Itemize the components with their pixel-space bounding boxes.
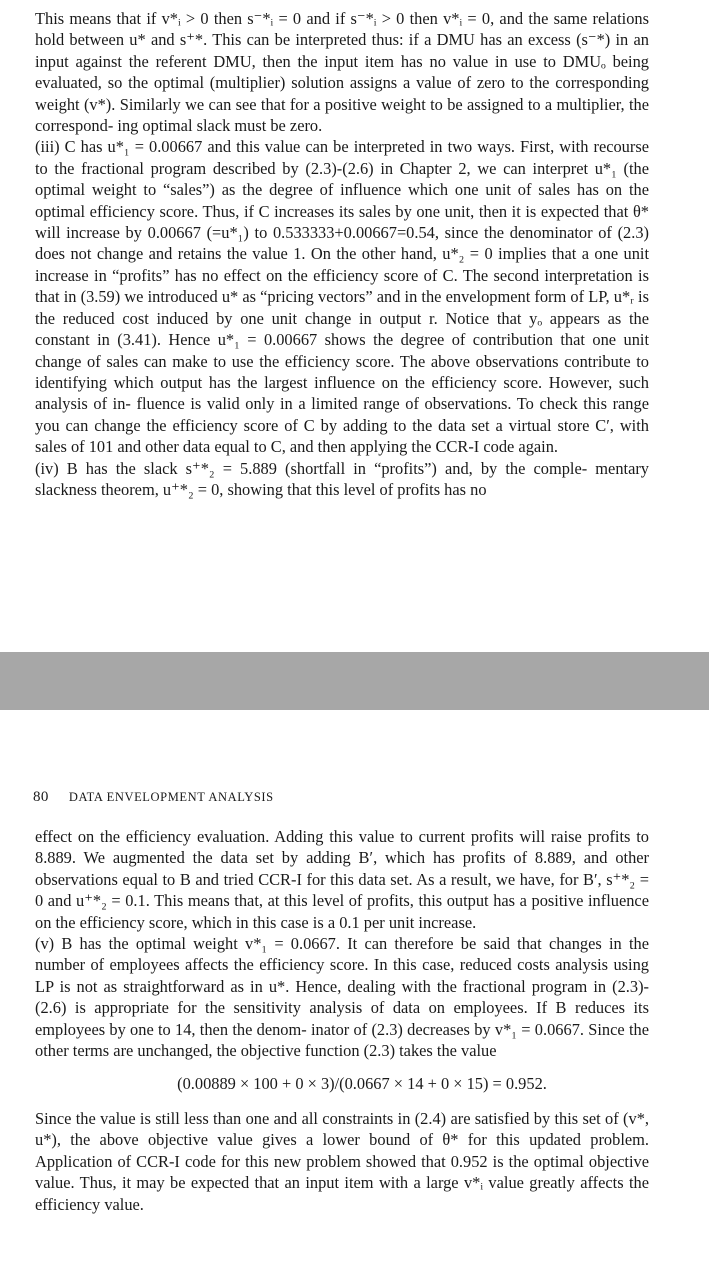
text-line: input item with a large v*ᵢ value greatly affects the efficiency value. [35,1173,649,1214]
paragraph-iv [35,458,649,501]
running-title: DATA ENVELOPMENT ANALYSIS [68,790,274,804]
text-line: fluence is valid only in a limited range of observations. To check this range you [35,394,649,435]
text-line: inator of (2.3) decreases by v*₁ = 0.0667. Since the other terms are unchanged, [35,1019,649,1061]
paragraph-iv-continuation [35,826,649,933]
text-line: with recourse to the fractional program described by (2.3)-(2.6) in Chapter 2, [35,137,649,178]
text-line: (v) B has the optimal weight v*₁ = 0.0667. It can therefore be said that changes [35,934,602,954]
paragraph-conclusion [35,1108,649,1215]
text-line: to 0.533333+0.00667=0.54, since the denominator of (2.3) does not change and [35,223,649,264]
paragraph-iii [35,136,649,457]
text-line: C′, with sales of 101 and other data equal to C, and then applying the CCR-I [35,415,649,457]
text-line: this case is a 0.1 per unit increase. [252,912,477,932]
text-line: can see that for a positive weight to be assigned to a multiplier, the correspond- [35,94,650,136]
text-line: item has no value in use to DMUₒ being evaluated, so the optimal (multiplier) [35,51,649,93]
text-line: we can interpret u*₁ (the optimal weight to “sales”) as the degree of influence [35,158,650,200]
text-line: DMU has an excess (s⁻*) in an input against the referent DMU, then the input [35,30,649,71]
text-line: in “profits” has no effect on the efficiency score of C. The second interpretation [94,265,633,285]
text-line: of data on employees. If B reduces its employees by one to 14, then the denom- [35,998,649,1039]
text-line: same relations hold between u* and s⁺*. This can be interpreted thus: if a [35,9,649,50]
text-line: which one unit of sales has on the optimal efficiency score. Thus, if C increases [35,180,649,221]
paragraph-v [35,933,649,1061]
text-line: ing optimal slack must be zero. [117,116,323,136]
text-line: is that in (3.59) we introduced u* as “pricing vectors” and in the envelopment [35,265,649,307]
page-number: 80 [33,789,49,805]
text-line: the objective function (2.3) takes the value [216,1041,497,1061]
text-line: (iii) C has u*₁ = 0.00667 and this value can be interpreted in two ways. First, [35,137,555,157]
bottom-page-text [35,826,649,1215]
running-head [33,789,274,806]
text-line: profits to 8.889. We augmented the data set by adding B′, which has profits of [35,827,649,868]
paragraph-ii-continuation [35,8,649,136]
text-line: in the number of employees affects the efficiency score. In this case, reduced [35,934,649,975]
text-line: Notice that yₒ appears as the constant in (3.41). Hence u*₁ = 0.00667 shows [35,308,649,350]
text-line: retains the value 1. On the other hand, u*₂ = 0 implies that a one unit increase [35,244,650,285]
text-line: a result, we have, for B′, s⁺*₂ = 0 and u⁺*₂ = 0.1. This means that, at this level [35,869,649,911]
text-line: mentary slackness theorem, u⁺*₂ = 0, showing that this level of profits has no [35,458,649,499]
text-line: solution assigns a value of zero to the corresponding weight (v*). Similarly we [35,73,650,114]
top-page-text [35,8,649,500]
display-equation: (0.00889 × 100 + 0 × 3)/(0.0667 × 14 + 0 × 15) = 0.952. [177,1074,547,1094]
text-line: the fractional program in (2.3)-(2.6) is appropriate for the sensitivity analysis [35,976,649,1018]
text-line: the degree of contribution that one unit change of sales can make to use the [35,330,649,371]
text-line: by this set of (v*, u*), the above objective value gives a lower bound of θ* for [35,1108,649,1150]
text-line: 8.889, and other observations equal to B and tried CCR-I for this data set. As [35,848,649,889]
text-line: This means that if v*ᵢ > 0 then s⁻*ᵢ = 0 and if s⁻*ᵢ > 0 then v*ᵢ = 0, and the [35,9,549,28]
text-line: code again. [483,437,559,457]
text-line: that 0.952 is the optimal objective value. Thus, it may be expected that an [35,1151,649,1193]
text-line: Since the value is still less than one and all constraints in (2.4) are satisfied [35,1108,530,1128]
text-line: of profits, this output has a positive influence on the efficiency score, which in [35,891,649,932]
text-line: costs analysis using LP is not as straightforward as in u*. Hence, dealing with [35,955,649,996]
text-line: effect on the efficiency evaluation. Adding this value to current profits will raise [35,827,582,846]
text-line: (iv) B has the slack s⁺*₂ = 5.889 (shortfall in “profits”) and, by the comple- [35,458,588,478]
text-line: efficiency score. The above observations contribute to identifying which output [35,351,649,392]
text-line: has the largest influence on the efficiency score. However, such analysis of in- [35,372,649,414]
text-line: can change the efficiency score of C by adding to the data set a virtual store [65,415,590,435]
text-line: its sales by one unit, then it is expected that θ* will increase by 0.00667 (=u*₁) [35,201,649,243]
page-separator-band [0,652,709,710]
text-line: form of LP, u*ᵣ is the reduced cost induced by one unit change in output r. [35,287,649,328]
text-line: this updated problem. Application of CCR-I code for this new problem showed [35,1130,649,1171]
